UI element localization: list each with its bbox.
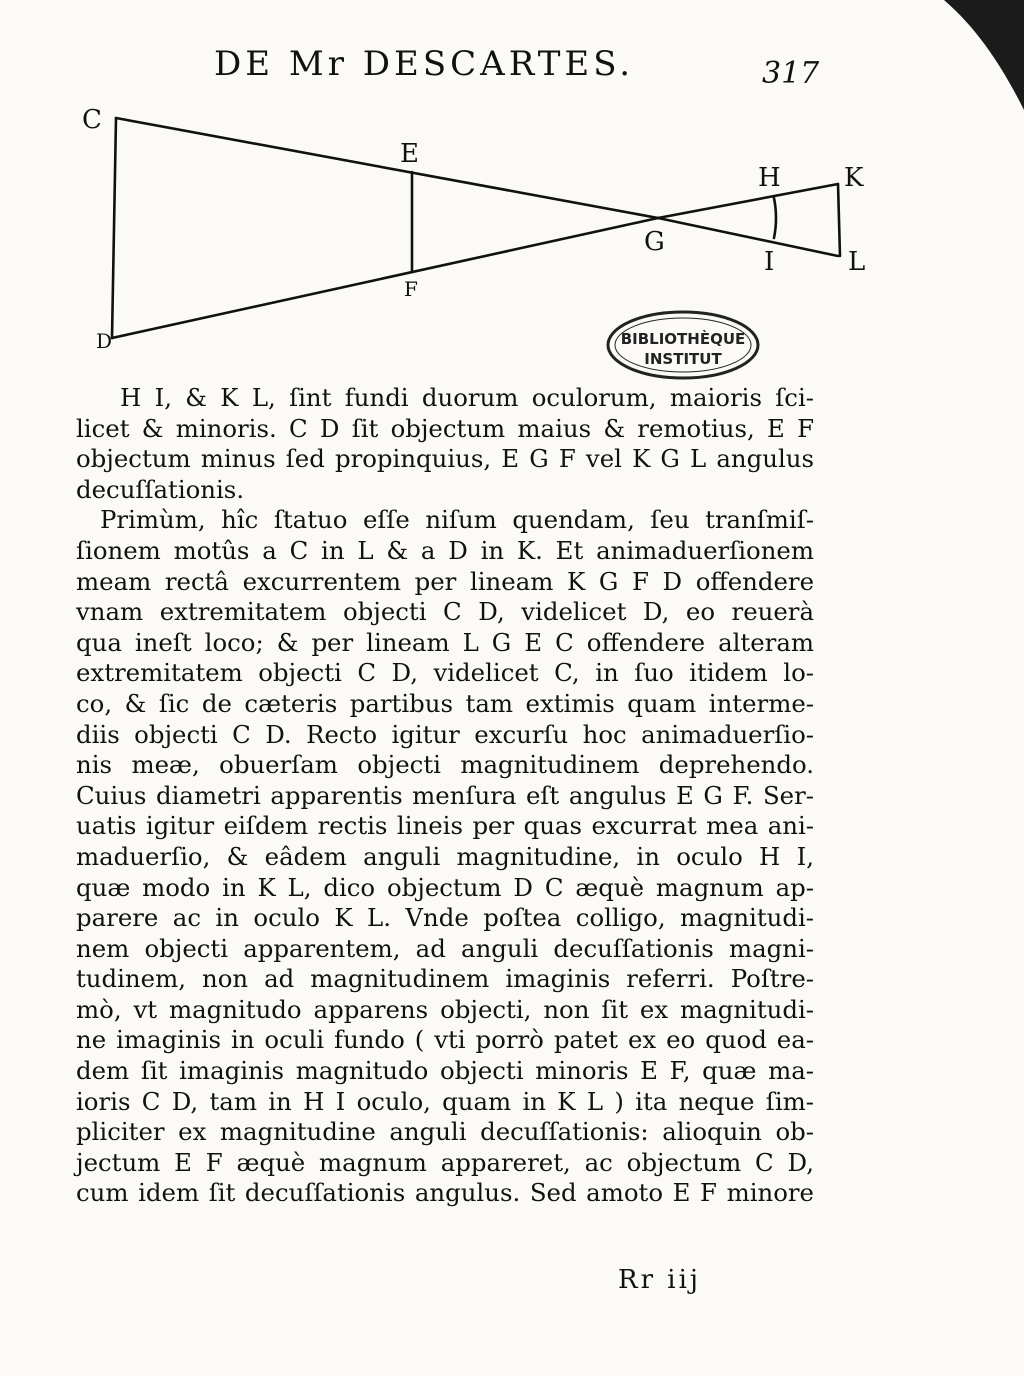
line-c-d bbox=[112, 118, 116, 338]
label-d: D bbox=[96, 329, 113, 353]
line-k-l bbox=[838, 184, 840, 256]
text-line: tudinem, non ad magnitudinem imaginis referri. Poſtre- bbox=[76, 964, 814, 994]
line-g-k bbox=[658, 184, 838, 218]
label-e: E bbox=[400, 139, 419, 169]
label-g: G bbox=[644, 227, 665, 257]
text-line: meam rectâ excurrentem per lineam K G F D offendere bbox=[76, 566, 814, 596]
text-line: vnam extremitatem objecti C D, videlicet D, eo reuerà bbox=[76, 597, 814, 627]
arc-h-i bbox=[774, 198, 776, 238]
paragraph-2 bbox=[76, 505, 814, 1209]
label-h: H bbox=[758, 163, 781, 193]
text-line: jectum E F æquè magnum appareret, ac objectum C D, bbox=[76, 1147, 814, 1177]
page-footer bbox=[0, 1265, 1024, 1305]
page-header bbox=[0, 42, 1024, 92]
label-k: K bbox=[844, 163, 864, 193]
text-line: dem ſit imaginis magnitudo objecti minoris E F, quæ ma- bbox=[76, 1056, 814, 1086]
page-number: 317 bbox=[762, 56, 820, 91]
text-line: H I, & K L, ſint fundi duorum oculorum, maioris ſci- bbox=[120, 383, 814, 412]
stamp-top-text: BIBLIOTHÈQUE bbox=[620, 330, 746, 348]
text-line: objectum minus ſed propinquius, E G F vel K G L angulus bbox=[76, 444, 814, 474]
text-line: nis meæ, obuerſam objecti magnitudinem deprehendo. bbox=[76, 750, 814, 780]
text-line: licet & minoris. C D ſit objectum maius & remotius, E F bbox=[76, 413, 814, 443]
text-line: mò, vt magnitudo apparens objecti, non ſit ex magnitudi- bbox=[76, 994, 814, 1024]
signature-mark: Rr iij bbox=[618, 1265, 701, 1295]
text-line: nem objecti apparentem, ad anguli decuſſationis magni- bbox=[76, 933, 814, 963]
running-title: DE Mr DESCARTES. bbox=[214, 44, 635, 84]
text-line: ne imaginis in oculi fundo ( vti porrò patet ex eo quod ea- bbox=[76, 1025, 814, 1055]
text-line: parere ac in oculo K L. Vnde poſtea colligo, magnitudi- bbox=[76, 903, 814, 933]
text-line: extremitatem objecti C D, videlicet C, in ſuo itidem lo- bbox=[76, 658, 814, 688]
label-f: F bbox=[404, 277, 418, 301]
line-c-g bbox=[116, 118, 658, 218]
body-text bbox=[76, 383, 814, 1209]
line-d-g bbox=[112, 218, 658, 338]
text-line: ioris C D, tam in H I oculo, quam in K L ) ita neque ſim- bbox=[76, 1086, 814, 1116]
label-c: C bbox=[82, 105, 102, 135]
label-l: L bbox=[848, 247, 866, 277]
text-line: decuſſationis. bbox=[76, 474, 245, 504]
text-line: Cuius diametri apparentis menſura eſt angulus E G F. Ser- bbox=[76, 780, 814, 810]
text-line: pliciter ex magnitudine anguli decuſſationis: alioquin ob- bbox=[76, 1117, 814, 1147]
paragraph-1 bbox=[76, 383, 814, 505]
text-line: diis objecti C D. Recto igitur excurſu hoc animaduerſio- bbox=[76, 719, 814, 749]
text-line: co, & ſic de cæteris partibus tam extimis quam interme- bbox=[76, 688, 814, 718]
text-line: Primùm, hîc ſtatuo eſſe niſum quendam, ſeu tranſmiſ- bbox=[100, 505, 814, 535]
text-line: maduerſio, & eâdem anguli magnitudine, in oculo H I, bbox=[76, 841, 814, 871]
geometric-figure bbox=[70, 100, 890, 360]
stamp-bottom-text: INSTITUT bbox=[644, 350, 722, 368]
library-stamp bbox=[604, 308, 762, 382]
line-g-l bbox=[658, 218, 838, 256]
text-line: quæ modo in K L, dico objectum D C æquè magnum ap- bbox=[76, 872, 814, 902]
text-line: uatis igitur eiſdem rectis lineis per quas excurrat mea ani- bbox=[76, 811, 814, 841]
text-line: ſionem motûs a C in L & a D in K. Et animaduerſionem bbox=[76, 535, 814, 565]
text-line: qua ineſt loco; & per lineam L G E C offendere alteram bbox=[76, 627, 814, 657]
text-line: cum idem ſit decuſſationis angulus. Sed amoto E F minore bbox=[76, 1178, 814, 1208]
label-i: I bbox=[764, 247, 775, 277]
